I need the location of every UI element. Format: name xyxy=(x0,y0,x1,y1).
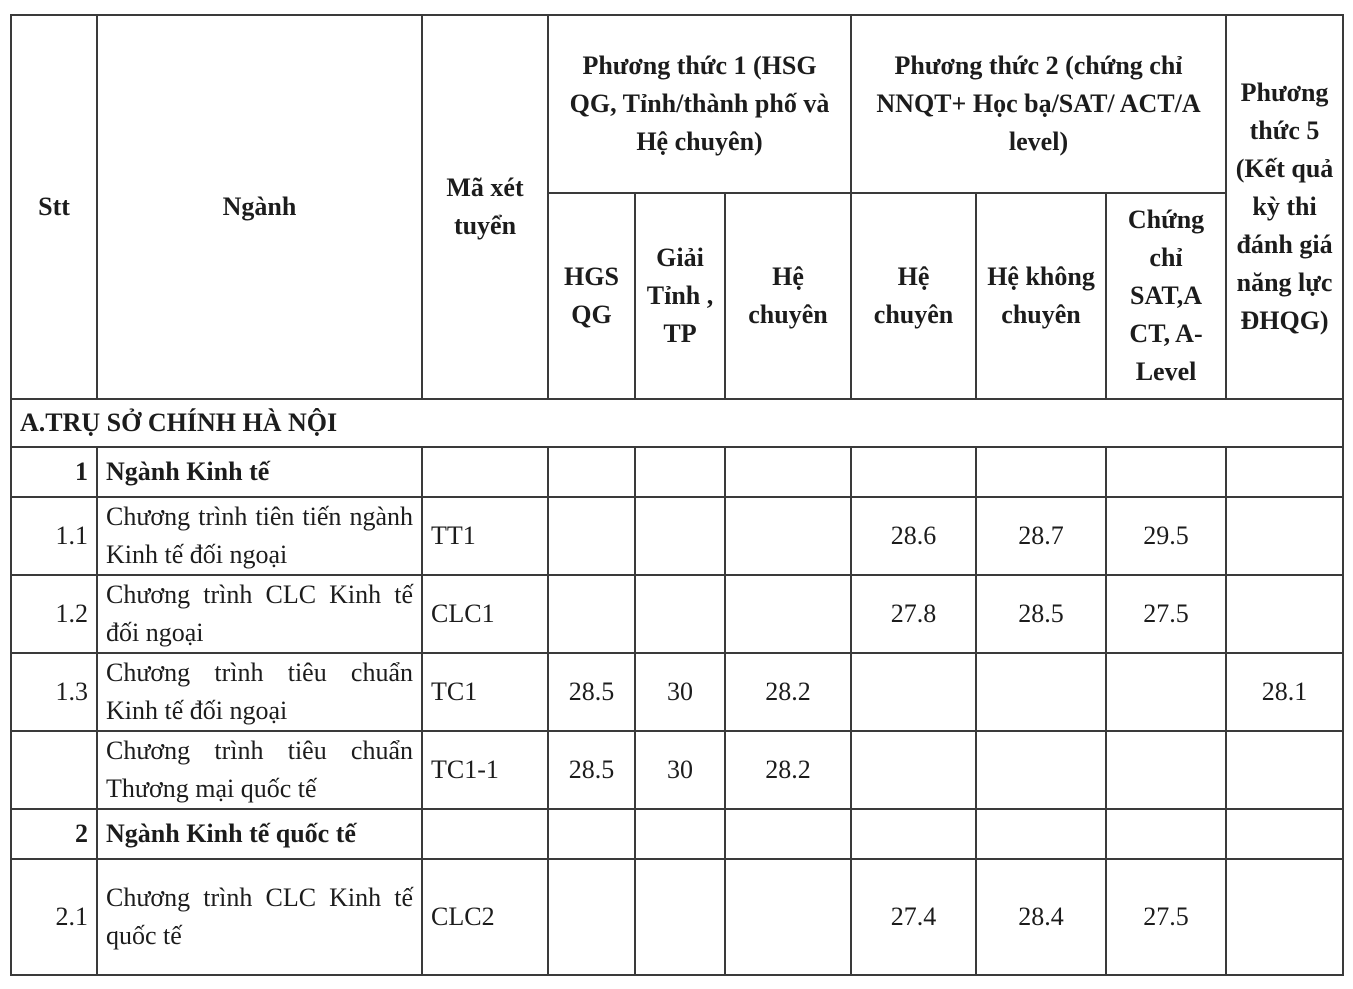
cell-chung-chi: 27.5 xyxy=(1106,859,1226,975)
subheader-he-khong-chuyen: Hệ không chuyên xyxy=(976,193,1106,399)
table-row xyxy=(11,497,1343,575)
cell-giai-tinh xyxy=(635,447,725,497)
cell-ma-xet-tuyen: CLC2 xyxy=(422,859,548,975)
cell-pt5 xyxy=(1226,859,1343,975)
cell-he-chuyen-pt1 xyxy=(725,575,851,653)
cell-nganh: Ngành Kinh tế quốc tế xyxy=(97,809,422,859)
cell-ma-xet-tuyen xyxy=(422,447,548,497)
table-row xyxy=(11,731,1343,809)
cell-chung-chi xyxy=(1106,809,1226,859)
section-row xyxy=(11,399,1343,447)
cell-stt: 2.1 xyxy=(11,859,97,975)
cell-he-chuyen-pt2 xyxy=(851,809,976,859)
table-row xyxy=(11,575,1343,653)
group-row xyxy=(11,447,1343,497)
cell-giai-tinh xyxy=(635,497,725,575)
cell-he-chuyen-pt1 xyxy=(725,859,851,975)
cell-nganh: Ngành Kinh tế xyxy=(97,447,422,497)
cell-he-khong-chuyen: 28.7 xyxy=(976,497,1106,575)
cell-stt xyxy=(11,731,97,809)
table-row xyxy=(11,653,1343,731)
cell-nganh: Chương trình tiêu chuẩn Thương mại quốc tế xyxy=(97,731,422,809)
header-phuong-thuc-1: Phương thức 1 (HSG QG, Tỉnh/thành phố và Hệ chuyên) xyxy=(548,15,851,193)
cell-he-chuyen-pt1: 28.2 xyxy=(725,731,851,809)
cell-ma-xet-tuyen: TT1 xyxy=(422,497,548,575)
cell-he-chuyen-pt2: 28.6 xyxy=(851,497,976,575)
cell-pt5 xyxy=(1226,447,1343,497)
subheader-chung-chi: Chứng chỉ SAT,A CT, A-Level xyxy=(1106,193,1226,399)
cell-nganh: Chương trình CLC Kinh tế đối ngoại xyxy=(97,575,422,653)
cell-he-khong-chuyen: 28.4 xyxy=(976,859,1106,975)
cell-he-khong-chuyen xyxy=(976,447,1106,497)
cell-pt5 xyxy=(1226,575,1343,653)
section-title: A.TRỤ SỞ CHÍNH HÀ NỘI xyxy=(11,399,1343,447)
subheader-he-chuyen-pt1: Hệ chuyên xyxy=(725,193,851,399)
cell-chung-chi xyxy=(1106,653,1226,731)
cell-ma-xet-tuyen xyxy=(422,809,548,859)
group-row xyxy=(11,809,1343,859)
admission-score-table xyxy=(10,14,1344,976)
cell-giai-tinh xyxy=(635,809,725,859)
cell-pt5 xyxy=(1226,809,1343,859)
cell-stt: 1 xyxy=(11,447,97,497)
cell-hgs-qg: 28.5 xyxy=(548,731,635,809)
cell-he-chuyen-pt1 xyxy=(725,447,851,497)
cell-ma-xet-tuyen: TC1 xyxy=(422,653,548,731)
cell-hgs-qg xyxy=(548,497,635,575)
header-nganh: Ngành xyxy=(97,15,422,399)
cell-pt5 xyxy=(1226,497,1343,575)
cell-giai-tinh: 30 xyxy=(635,653,725,731)
cell-he-chuyen-pt2: 27.4 xyxy=(851,859,976,975)
cell-he-chuyen-pt2 xyxy=(851,653,976,731)
cell-nganh: Chương trình CLC Kinh tế quốc tế xyxy=(97,859,422,975)
cell-chung-chi: 27.5 xyxy=(1106,575,1226,653)
header-phuong-thuc-5: Phương thức 5 (Kết quả kỳ thi đánh giá năng lực ĐHQG) xyxy=(1226,15,1343,399)
cell-hgs-qg xyxy=(548,859,635,975)
cell-hgs-qg xyxy=(548,447,635,497)
header-phuong-thuc-2: Phương thức 2 (chứng chỉ NNQT+ Học bạ/SAT/ ACT/A level) xyxy=(851,15,1226,193)
cell-nganh: Chương trình tiên tiến ngành Kinh tế đối ngoại xyxy=(97,497,422,575)
cell-he-chuyen-pt1 xyxy=(725,497,851,575)
cell-chung-chi xyxy=(1106,731,1226,809)
cell-chung-chi xyxy=(1106,447,1226,497)
cell-stt: 2 xyxy=(11,809,97,859)
cell-hgs-qg: 28.5 xyxy=(548,653,635,731)
cell-chung-chi: 29.5 xyxy=(1106,497,1226,575)
cell-ma-xet-tuyen: CLC1 xyxy=(422,575,548,653)
subheader-hgs-qg: HGS QG xyxy=(548,193,635,399)
cell-he-khong-chuyen xyxy=(976,653,1106,731)
cell-he-chuyen-pt1: 28.2 xyxy=(725,653,851,731)
cell-he-khong-chuyen xyxy=(976,809,1106,859)
cell-hgs-qg xyxy=(548,809,635,859)
cell-he-chuyen-pt2 xyxy=(851,447,976,497)
cell-stt: 1.1 xyxy=(11,497,97,575)
header-stt: Stt xyxy=(11,15,97,399)
header-ma-xet-tuyen: Mã xét tuyển xyxy=(422,15,548,399)
cell-ma-xet-tuyen: TC1-1 xyxy=(422,731,548,809)
cell-stt: 1.3 xyxy=(11,653,97,731)
cell-pt5: 28.1 xyxy=(1226,653,1343,731)
cell-giai-tinh: 30 xyxy=(635,731,725,809)
cell-he-chuyen-pt1 xyxy=(725,809,851,859)
cell-he-khong-chuyen xyxy=(976,731,1106,809)
cell-stt: 1.2 xyxy=(11,575,97,653)
cell-nganh: Chương trình tiêu chuẩn Kinh tế đối ngoại xyxy=(97,653,422,731)
cell-he-chuyen-pt2: 27.8 xyxy=(851,575,976,653)
cell-he-chuyen-pt2 xyxy=(851,731,976,809)
cell-giai-tinh xyxy=(635,575,725,653)
table-row xyxy=(11,859,1343,975)
cell-hgs-qg xyxy=(548,575,635,653)
subheader-giai-tinh: Giải Tỉnh , TP xyxy=(635,193,725,399)
cell-he-khong-chuyen: 28.5 xyxy=(976,575,1106,653)
subheader-he-chuyen-pt2: Hệ chuyên xyxy=(851,193,976,399)
cell-pt5 xyxy=(1226,731,1343,809)
cell-giai-tinh xyxy=(635,859,725,975)
